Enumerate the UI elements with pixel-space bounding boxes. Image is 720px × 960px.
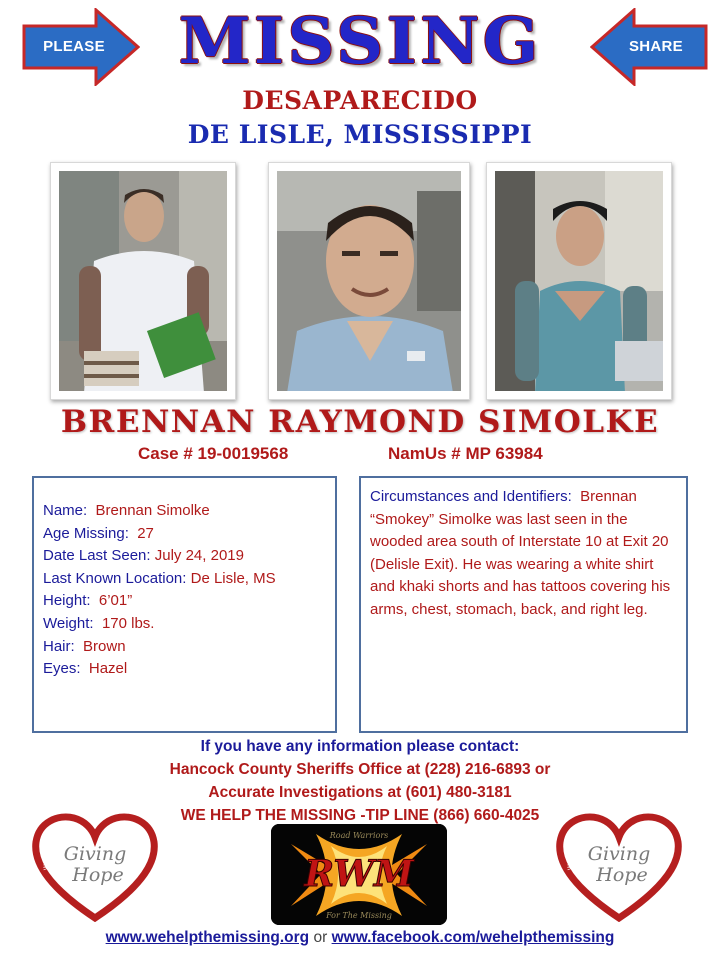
hope-text: Hope — [596, 864, 648, 886]
detail-name — [43, 500, 335, 523]
detail-value: Brennan Simolke — [95, 502, 210, 519]
circumstances-text — [370, 486, 678, 622]
circumstances-label: Circumstances and Identifiers: — [370, 488, 572, 505]
giving-text: Giving — [63, 843, 127, 865]
detail-label: Age Missing: — [43, 524, 129, 542]
detail-value: 6’01” — [98, 592, 133, 610]
case-number: Case # 19-0019568 — [138, 444, 289, 463]
details-box — [32, 476, 337, 733]
missing-title: MISSING — [178, 4, 542, 79]
detail-label: Eyes: — [43, 660, 81, 678]
detail-weight — [43, 613, 335, 636]
detail-last-location — [43, 568, 335, 591]
location-title: DE LISLE, MISSISSIPPI — [187, 120, 533, 149]
photo-car — [486, 162, 672, 400]
hope-text: Hope — [72, 864, 124, 886]
please-arrow — [22, 8, 140, 86]
detail-hair — [43, 636, 335, 659]
giving-hope-logo — [552, 810, 686, 922]
heart-icon — [552, 810, 686, 922]
giving-text: Giving — [587, 843, 651, 865]
desaparecido-subtitle: DESAPARECIDO — [242, 86, 478, 115]
missing-person-name: BRENNAN RAYMOND SIMOLKE — [60, 404, 660, 440]
contact-heading: If you have any information please contact: — [200, 738, 520, 755]
rwm-top-text: Road Warriors — [329, 831, 389, 840]
ring-text: We Help The Missin — [42, 820, 74, 871]
footer-links — [0, 929, 720, 947]
photo-standing-image — [59, 171, 227, 391]
detail-label: Name: — [43, 502, 88, 519]
photo-car-image — [495, 171, 663, 391]
contact-accurate-investigations: Accurate Investigations at (601) 480-3181 — [208, 784, 512, 801]
detail-label: Height: — [43, 592, 91, 610]
detail-label: Last Known Location: — [43, 569, 187, 587]
detail-date-last-seen — [43, 545, 335, 568]
detail-label: Hair: — [43, 637, 75, 655]
detail-eyes — [43, 658, 335, 681]
photo-standing — [50, 162, 236, 400]
detail-value: De Lisle, MS — [190, 569, 276, 587]
giving-hope-logo — [28, 810, 162, 922]
please-label: PLEASE — [43, 38, 105, 55]
detail-label: Date Last Seen: — [43, 547, 151, 565]
facebook-link[interactable]: www.facebook.com/wehelpthemissing — [331, 929, 615, 946]
circumstances-box — [359, 476, 688, 733]
detail-age — [43, 523, 335, 546]
rwm-logo — [271, 824, 447, 925]
rwm-bottom-text: For The Missing — [326, 911, 392, 920]
detail-value: Brown — [83, 637, 126, 655]
contact-tip-line: WE HELP THE MISSING -TIP LINE (866) 660-4025 — [180, 807, 540, 824]
footer-separator: or — [313, 929, 328, 946]
rwm-flame-icon — [271, 824, 447, 925]
contact-sheriff: Hancock County Sheriffs Office at (228) 216-6893 or — [169, 761, 551, 778]
photo-selfie-image — [277, 171, 461, 391]
share-arrow — [590, 8, 708, 86]
heart-icon — [28, 810, 162, 922]
detail-value: July 24, 2019 — [154, 547, 244, 565]
photo-selfie — [268, 162, 470, 400]
detail-label: Weight: — [43, 614, 94, 632]
website-link[interactable]: www.wehelpthemissing.org — [105, 929, 310, 946]
share-label: SHARE — [628, 38, 683, 55]
detail-value: 27 — [137, 524, 154, 542]
ring-text: We Help The Missin — [566, 820, 598, 871]
detail-value: 170 lbs. — [101, 614, 155, 632]
rwm-main-text: RWM — [304, 853, 414, 895]
detail-value: Hazel — [88, 660, 128, 678]
circumstances-body: Brennan “Smokey” Simolke was last seen in the wooded area south of Interstate 10 at Exit 20 (Delisle Exit). He was wearing a white shirt and khaki shorts and has tattoos covering his arms, chest, stomach, back, and right leg. — [370, 488, 671, 618]
namus-number: NamUs # MP 63984 — [388, 444, 543, 463]
detail-height — [43, 590, 335, 613]
